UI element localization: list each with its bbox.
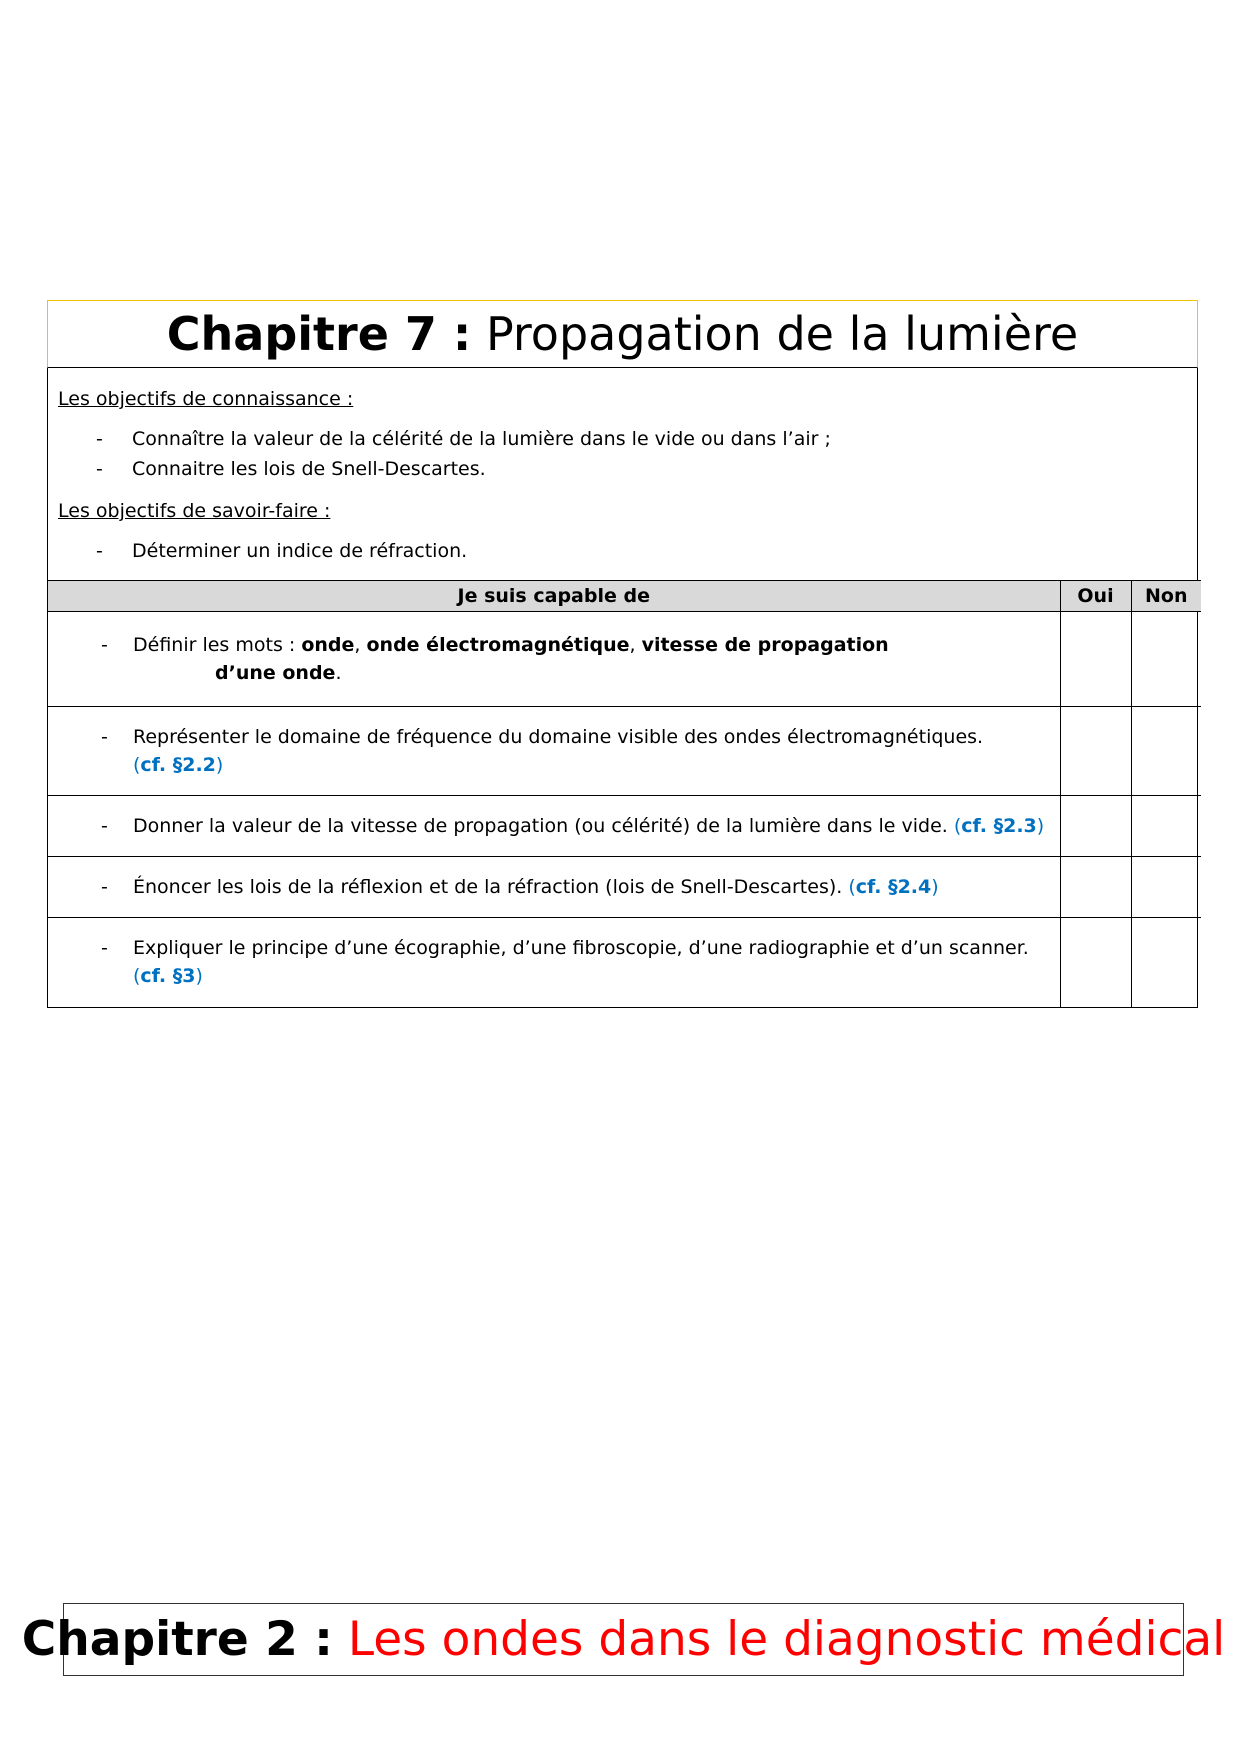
section-reference: (cf. §2.3) [953, 815, 1045, 837]
skill-prefix: Définir les mots : [133, 634, 302, 656]
separator: , [629, 634, 642, 656]
section-reference: (cf. §3) [133, 965, 203, 988]
section-reference: (cf. §2.2) [133, 754, 224, 776]
section-reference: (cf. §2.4) [848, 876, 939, 898]
skill-text [49, 812, 1059, 840]
knowledge-list [58, 424, 1187, 484]
table-header-row [48, 581, 1201, 612]
checkbox-yes[interactable] [1060, 918, 1131, 1007]
header-no: Non [1131, 581, 1201, 612]
skill-text [49, 631, 1059, 687]
knowledge-heading: Les objectifs de connaissance : [58, 388, 354, 410]
table-row [48, 857, 1201, 918]
term-onde-em: onde électromagnétique [366, 634, 630, 656]
checkbox-yes[interactable] [1060, 707, 1131, 796]
capability-cell [48, 857, 1060, 918]
list-item: - Connaître la valeur de la célérité de la lumière dans le vide ou dans l’air ; [58, 424, 1187, 454]
checkbox-no[interactable] [1131, 918, 1201, 1007]
capability-table [48, 580, 1201, 1007]
checkbox-yes[interactable] [1060, 857, 1131, 918]
skill-text [49, 934, 1059, 990]
term-vitesse: vitesse de propagation [641, 634, 889, 656]
table-row [48, 612, 1201, 707]
chapter-7-sheet [47, 300, 1198, 1008]
chapter-7-label: Chapitre 7 : [166, 307, 472, 361]
skill-sentence: Énoncer les lois de la réflexion et de la réfraction (lois de Snell-Descartes). [133, 876, 849, 898]
chapter-2-label: Chapitre 2 : [21, 1612, 333, 1667]
chapter-2-title-text: Les ondes dans le diagnostic médical [347, 1612, 1226, 1667]
table-row [48, 918, 1201, 1007]
capability-cell [48, 707, 1060, 796]
checkbox-no[interactable] [1131, 707, 1201, 796]
list-item: - Déterminer un indice de réfraction. [58, 536, 1187, 566]
capability-cell [48, 918, 1060, 1007]
list-item: - Connaitre les lois de Snell-Descartes. [58, 454, 1187, 484]
checkbox-no[interactable] [1131, 857, 1201, 918]
separator: , [354, 634, 367, 656]
table-row [48, 796, 1201, 857]
header-yes: Oui [1060, 581, 1131, 612]
period: . [335, 662, 342, 684]
skill-text [49, 873, 1059, 901]
term-onde-suite: d’une onde [215, 662, 336, 684]
term-onde: onde [301, 634, 355, 656]
skill-sentence: Expliquer le principe d’une écographie, d’une fibroscopie, d’une radiographie et d’un scanner. [133, 937, 1029, 960]
skill-text [49, 723, 1059, 779]
checkbox-yes[interactable] [1060, 612, 1131, 707]
chapter-7-title [47, 300, 1198, 368]
capability-cell [48, 796, 1060, 857]
skill-sentence: Représenter le domaine de fréquence du domaine visible des ondes électromagnétiques. [133, 726, 984, 748]
skill-sentence: Donner la valeur de la vitesse de propagation (ou célérité) de la lumière dans le vide. [133, 815, 954, 837]
table-row [48, 707, 1201, 796]
checkbox-no[interactable] [1131, 612, 1201, 707]
skill-continuation [133, 659, 1049, 687]
skills-heading: Les objectifs de savoir-faire : [58, 500, 331, 522]
chapter-2-title [21, 1603, 1226, 1676]
chapter-7-title-text: Propagation de la lumière [485, 307, 1079, 361]
header-capability: Je suis capable de [48, 581, 1060, 612]
objectives-section [48, 368, 1197, 580]
checkbox-yes[interactable] [1060, 796, 1131, 857]
checkbox-no[interactable] [1131, 796, 1201, 857]
capability-cell [48, 612, 1060, 707]
skills-list [58, 536, 1187, 566]
